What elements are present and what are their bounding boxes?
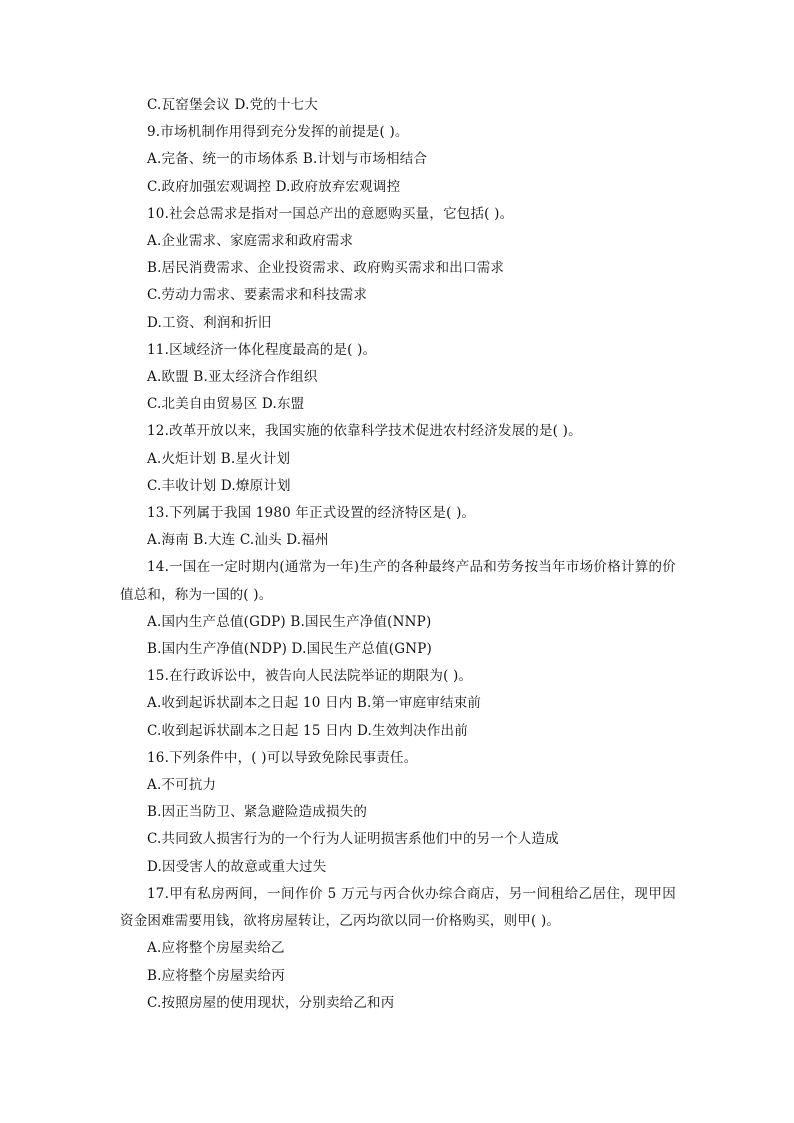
question-line: 16.下列条件中，( )可以导致免除民事责任。 bbox=[147, 749, 418, 766]
option-line: A.国内生产总值(GDP) B.国民生产净值(NNP) bbox=[147, 613, 432, 630]
option-line: B.应将整个房屋卖给丙 bbox=[147, 967, 285, 984]
option-line: A.海南 B.大连 C.汕头 D.福州 bbox=[147, 532, 329, 549]
document-body bbox=[120, 92, 676, 1017]
question-paragraph: 17.甲有私房两间，一间作价 5 万元与丙合伙办综合商店，另一间租给乙居住，现甲因资金困难需要用钱，欲将房屋转让，乙丙均欲以同一价格购买，则甲( )。 bbox=[120, 885, 676, 930]
option-line: A.企业需求、家庭需求和政府需求 bbox=[147, 233, 354, 250]
option-line: A.火炬计划 B.星火计划 bbox=[147, 450, 291, 467]
option-line: C.丰收计划 D.燎原计划 bbox=[147, 477, 291, 494]
option-line: A.收到起诉状副本之日起 10 日内 B.第一审庭审结束前 bbox=[147, 695, 482, 712]
option-line: C.收到起诉状副本之日起 15 日内 D.生效判决作出前 bbox=[147, 722, 468, 739]
question-line: 11.区域经济一体化程度最高的是( )。 bbox=[147, 341, 377, 358]
question-line: 15.在行政诉讼中，被告向人民法院举证的期限为( )。 bbox=[147, 668, 473, 685]
option-line: C.劳动力需求、要素需求和科技需求 bbox=[147, 287, 368, 304]
option-line: C.瓦窑堡会议 D.党的十七大 bbox=[147, 97, 319, 113]
option-line: A.完备、统一的市场体系 B.计划与市场相结合 bbox=[147, 151, 428, 168]
option-line: D.工资、利润和折旧 bbox=[147, 314, 272, 331]
question-line: 10.社会总需求是指对一国总产出的意愿购买量，它包括( )。 bbox=[147, 205, 514, 222]
option-line: A.不可抗力 bbox=[147, 777, 217, 794]
option-line: B.因正当防卫、紧急避险造成损失的 bbox=[147, 804, 368, 821]
option-line: B.国内生产净值(NDP) D.国民生产总值(GNP) bbox=[147, 641, 433, 658]
option-line: C.按照房屋的使用现状，分别卖给乙和丙 bbox=[147, 994, 395, 1011]
option-line: A.应将整个房屋卖给乙 bbox=[147, 940, 285, 957]
option-line: B.居民消费需求、企业投资需求、政府购买需求和出口需求 bbox=[147, 260, 505, 277]
option-line: C.共同致人损害行为的一个行为人证明损害系他们中的另一个人造成 bbox=[147, 831, 559, 848]
option-line: C.北美自由贸易区 D.东盟 bbox=[147, 396, 305, 413]
question-line: 9.市场机制作用得到充分发挥的前提是( )。 bbox=[147, 124, 409, 141]
option-line: D.因受害人的故意或重大过失 bbox=[147, 858, 327, 875]
question-line: 13.下列属于我国 1980 年正式设置的经济特区是( )。 bbox=[147, 505, 476, 522]
option-line: C.政府加强宏观调控 D.政府放弃宏观调控 bbox=[147, 178, 401, 195]
question-paragraph: 14.一国在一定时期内(通常为一年)生产的各种最终产品和劳务按当年市场价格计算的价值总和，称为一国的( )。 bbox=[120, 559, 676, 603]
question-line: 12.改革开放以来，我国实施的依靠科学技术促进农村经济发展的是( )。 bbox=[147, 423, 582, 440]
option-line: A.欧盟 B.亚太经济合作组织 bbox=[147, 369, 318, 386]
